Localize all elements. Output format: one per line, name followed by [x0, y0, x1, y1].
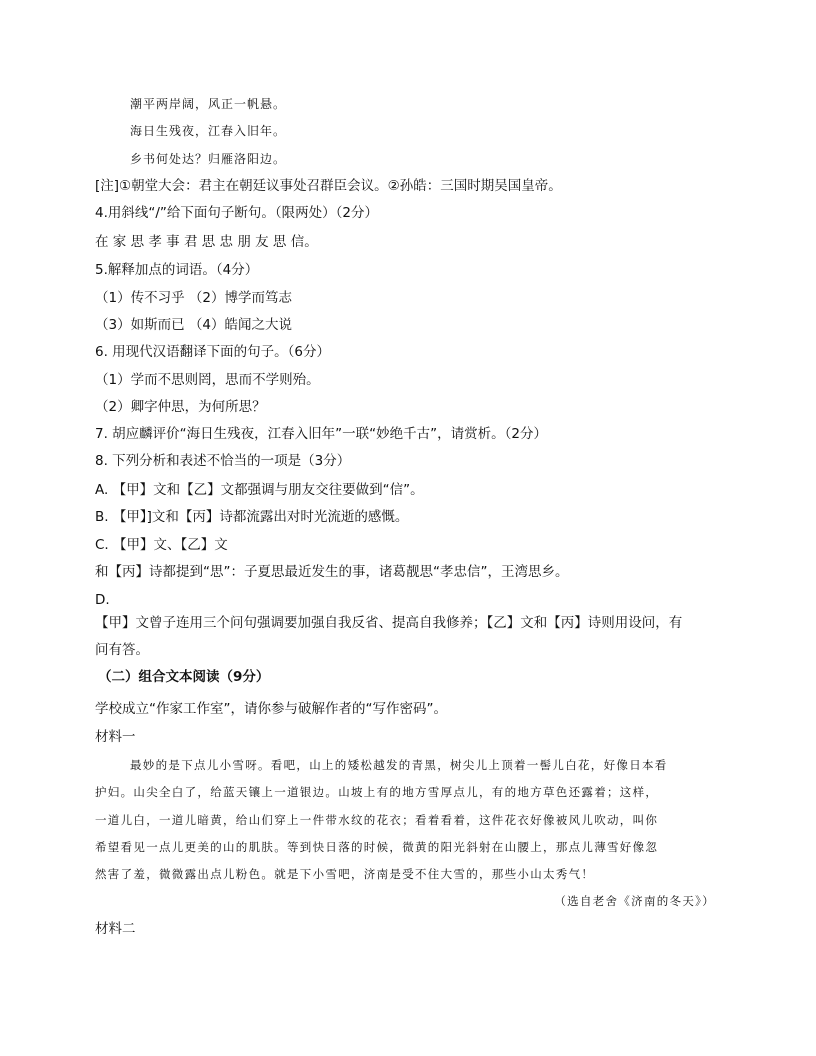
question-6-prompt: 6. 用现代汉语翻译下面的句子。（6分）: [95, 344, 331, 360]
annotation-note: [注]①朝堂大会：君主在朝廷议事处召群臣会议。②孙皓：三国时期吴国皇帝。: [95, 178, 562, 194]
section-2-intro: 学校成立“作家工作室”，请你参与破解作者的“写作密码”。: [95, 701, 447, 717]
question-6-item-1: （1）学而不思则罔，思而不学则殆。: [95, 372, 320, 388]
poem-line-1: 潮平两岸阔，风正一帆悬。: [130, 97, 287, 111]
material-1-source: （选自老舍《济南的冬天》）: [554, 894, 715, 908]
material-2-label: 材料二: [95, 921, 136, 937]
question-4-prompt: 4.用斜线“/”给下面句子断句。（限两处）（2分）: [95, 205, 379, 221]
material-1-line: 护妇。山尖全白了，给蓝天镶上一道银边。山坡上有的地方雪厚点儿，有的地方草色还露着；这样，: [95, 785, 659, 799]
material-1-label: 材料一: [95, 729, 136, 745]
question-8-option-b: B. 【甲】]文和【丙】诗都流露出对时光流逝的感慨。: [95, 509, 409, 525]
material-1-line: 希望看见一点儿更美的山的肌肤。等到快日落的时候，微黄的阳光斜射在山腰上，那点儿薄雪好像忽: [95, 840, 659, 854]
question-8-option-c-cont: 和【丙】诗都提到“思”：子夏思最近发生的事，诸葛靓思“孝忠信”，王湾思乡。: [95, 564, 569, 580]
question-5-row-1: （1）传不习乎 （2）博学而笃志: [95, 290, 292, 306]
material-1-line: 然害了羞，微微露出点儿粉色。就是下小雪吧，济南是受不住大雪的，那些小山太秀气！: [95, 867, 595, 881]
poem-line-3: 乡书何处达？归雁洛阳边。: [130, 152, 287, 166]
question-7-prompt: 7. 胡应麟评价“海日生残夜，江春入旧年”一联“妙绝千古”，请赏析。（2分）: [95, 426, 547, 442]
section-2-heading: （二）组合文本阅读（9分）: [98, 669, 270, 685]
question-8-option-d-cont: 问有答。: [95, 642, 149, 658]
question-4-sentence: 在 家 思 孝 事 君 思 忠 朋 友 思 信。: [95, 234, 318, 250]
question-6-item-2: （2）卿字仲思，为何所思？: [95, 399, 266, 415]
question-8-prompt: 8. 下列分析和表述不恰当的一项是（3分）: [95, 453, 351, 469]
material-1-line: 一道儿白，一道儿暗黄，给山们穿上一件带水纹的花衣；看着看着，这件花衣好像被风儿吹动，叫你: [95, 813, 659, 827]
question-8-option-a: A. 【甲】文和【乙】文都强调与朋友交往要做到“信”。: [95, 482, 424, 498]
question-5-row-2: （3）如斯而已 （4）皓闻之大说: [95, 317, 292, 333]
material-1-line: 最妙的是下点儿小雪呀。看吧，山上的矮松越发的青黑，树尖儿上顶着一髻儿白花，好像日本看: [130, 758, 668, 772]
question-8-option-d-label: D.: [95, 592, 110, 608]
question-8-option-c-start: C. 【甲】文、【乙】文: [95, 537, 228, 553]
question-8-option-d-text: 【甲】文曾子连用三个问句强调要加强自我反省、提高自我修养；【乙】文和【丙】诗则用设问，有: [95, 615, 683, 631]
question-5-prompt: 5.解释加点的词语。（4分）: [95, 262, 259, 278]
poem-line-2: 海日生残夜，江春入旧年。: [130, 124, 287, 138]
